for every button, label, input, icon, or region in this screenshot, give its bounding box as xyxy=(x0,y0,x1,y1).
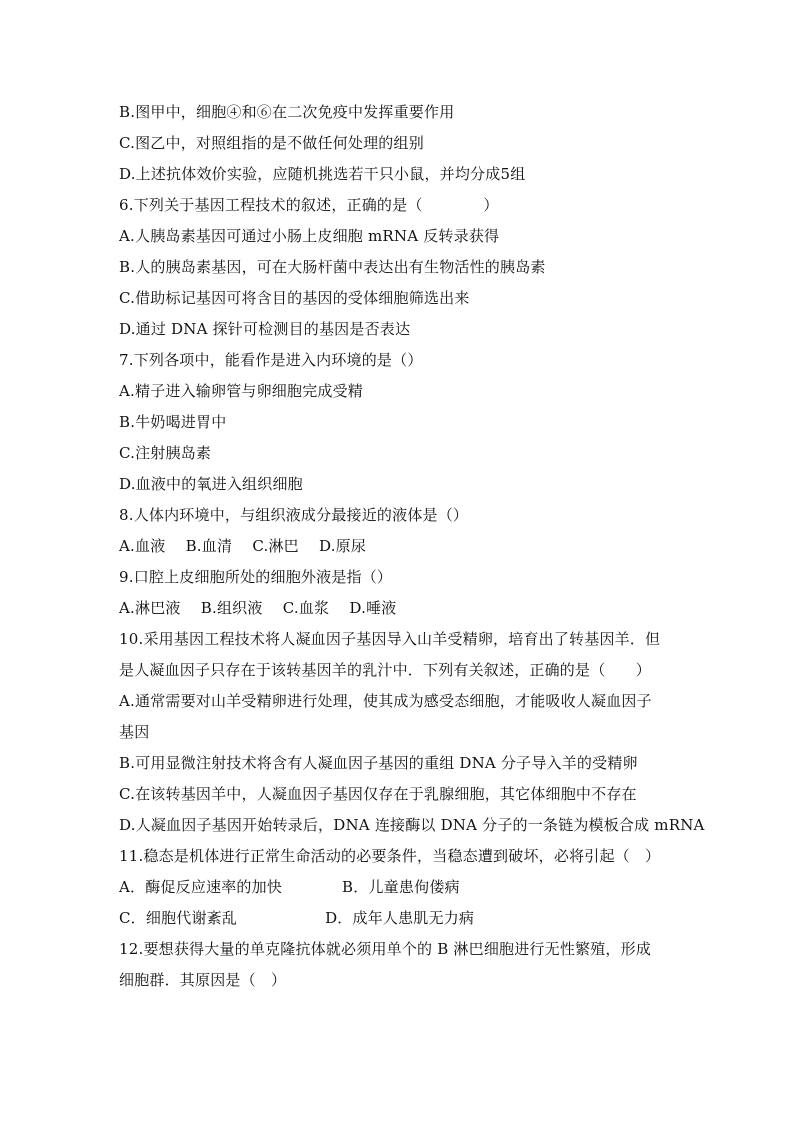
q10-stem-line2: 是人凝血因子只存在于该转基因羊的乳汁中．下列有关叙述，正确的是（ ） xyxy=(119,661,652,679)
q5-option-b: B.图甲中，细胞④和⑥在二次免疫中发挥重要作用 xyxy=(119,103,455,121)
q10-option-a-line2: 基因 xyxy=(119,723,150,741)
q10-option-a-line1: A.通常需要对山羊受精卵进行处理，使其成为感受态细胞，才能吸收人凝血因子 xyxy=(119,692,652,710)
q10-stem-line1: 10.采用基因工程技术将人凝血因子基因导入山羊受精卵，培育出了转基因羊．但 xyxy=(119,630,661,648)
q11-option-c: C．细胞代谢紊乱 xyxy=(119,909,238,927)
q9-stem: 9.口腔上皮细胞所处的细胞外液是指（） xyxy=(119,568,393,586)
q5-option-d: D.上述抗体效价实验，应随机挑选若干只小鼠，并均分成5组 xyxy=(119,165,526,183)
q6-option-b: B.人的胰岛素基因，可在大肠杆菌中表达出有生物活性的胰岛素 xyxy=(119,258,546,276)
q12-stem-line2: 细胞群．其原因是（ ） xyxy=(119,971,287,989)
q7-option-d: D.血液中的氧进入组织细胞 xyxy=(119,475,303,493)
q10-option-b: B.可用显微注射技术将含有人凝血因子基因的重组 DNA 分子导入羊的受精卵 xyxy=(119,754,638,772)
q8-stem: 8.人体内环境中，与组织液成分最接近的液体是（） xyxy=(119,506,469,524)
q10-option-c: C.在该转基因羊中，人凝血因子基因仅存在于乳腺细胞，其它体细胞中不存在 xyxy=(119,785,637,803)
q6-option-c: C.借助标记基因可将含目的基因的受体细胞筛选出来 xyxy=(119,289,470,307)
q7-option-a: A.精子进入输卵管与卵细胞完成受精 xyxy=(119,382,364,400)
q6-stem: 6.下列关于基因工程技术的叙述，正确的是（ ） xyxy=(119,196,499,214)
q6-option-d: D.通过 DNA 探针可检测目的基因是否表达 xyxy=(119,320,411,338)
q6-option-a: A.人胰岛素基因可通过小肠上皮细胞 mRNA 反转录获得 xyxy=(119,227,500,245)
q7-option-b: B.牛奶喝进胃中 xyxy=(119,413,227,431)
q11-option-b: B．儿童患佝偻病 xyxy=(342,878,460,896)
q10-option-d: D.人凝血因子基因开始转录后，DNA 连接酶以 DNA 分子的一条链为模板合成 mRNA xyxy=(119,816,705,834)
q8-options: A.血液 B.血清 C.淋巴 D.原尿 xyxy=(119,537,367,555)
q11-option-d: D．成年人患肌无力病 xyxy=(325,909,475,927)
q7-option-c: C.注射胰岛素 xyxy=(119,444,212,462)
q11-stem: 11.稳态是机体进行正常生命活动的必要条件，当稳态遭到破坏，必将引起（ ） xyxy=(119,847,661,865)
q11-option-a: A．酶促反应速率的加快 xyxy=(119,878,283,896)
question-content xyxy=(119,97,705,996)
q9-options: A.淋巴液 B.组织液 C.血浆 D.唾液 xyxy=(119,599,397,617)
q12-stem-line1: 12.要想获得大量的单克隆抗体就必须用单个的 B 淋巴细胞进行无性繁殖，形成 xyxy=(119,940,652,958)
q11-options-row1 xyxy=(119,872,684,903)
q5-option-c: C.图乙中，对照组指的是不做任何处理的组别 xyxy=(119,134,424,152)
q11-options-row2 xyxy=(119,903,684,934)
q7-stem: 7.下列各项中，能看作是进入内环境的是（） xyxy=(119,351,423,369)
